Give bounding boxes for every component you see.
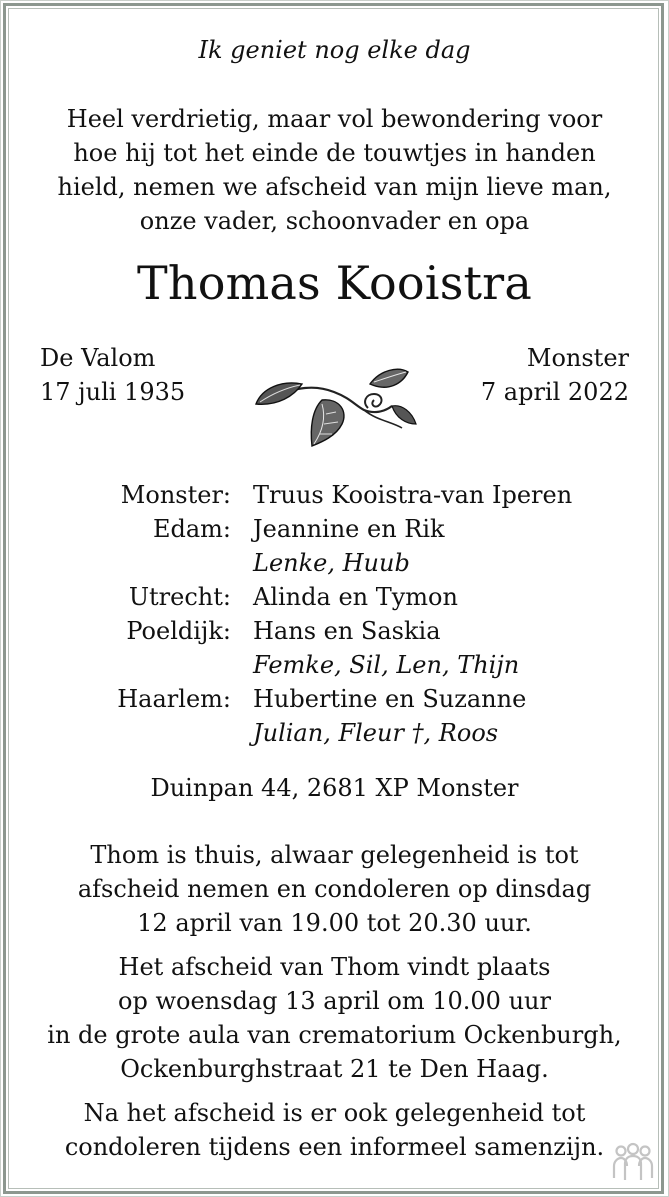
- intro-line: hoe hij tot het einde de touwtjes in handen: [73, 139, 596, 167]
- family-names: Jeannine en Rik: [253, 515, 445, 543]
- gathering-paragraph: [0, 1096, 669, 1164]
- family-names: Alinda en Tymon: [253, 583, 458, 611]
- paragraph-line: 12 april van 19.00 tot 20.30 uur.: [137, 909, 532, 937]
- birth-date: 17 juli 1935: [40, 378, 186, 406]
- family-location: Haarlem:: [117, 685, 231, 713]
- family-names: Hubertine en Suzanne: [253, 685, 527, 713]
- visitation-paragraph: [0, 838, 669, 940]
- family-grandchildren: Lenke, Huub: [253, 549, 410, 577]
- family-names: Truus Kooistra-van Iperen: [253, 481, 573, 509]
- ceremony-paragraph: [0, 950, 669, 1086]
- family-location: Edam:: [152, 515, 231, 543]
- leaf-branch-icon: [252, 362, 418, 448]
- paragraph-line: Na het afscheid is er ook gelegenheid tot: [83, 1099, 586, 1127]
- people-group-icon: [610, 1142, 656, 1182]
- birth-place: De Valom: [40, 344, 156, 372]
- paragraph-line: Het afscheid van Thom vindt plaats: [118, 953, 551, 981]
- paragraph-line: Ockenburghstraat 21 te Den Haag.: [120, 1055, 549, 1083]
- intro-line: Heel verdrietig, maar vol bewondering voor: [66, 105, 603, 133]
- home-address: Duinpan 44, 2681 XP Monster: [150, 774, 519, 802]
- family-location: Poeldijk:: [126, 617, 231, 645]
- paragraph-line: Thom is thuis, alwaar gelegenheid is tot: [90, 841, 579, 869]
- paragraph-line: in de grote aula van crematorium Ockenburgh,: [47, 1021, 622, 1049]
- family-grandchildren: Femke, Sil, Len, Thijn: [253, 651, 520, 679]
- death-date: 7 april 2022: [480, 378, 629, 406]
- intro-line: hield, nemen we afscheid van mijn lieve man,: [57, 173, 612, 201]
- deceased-name: Thomas Kooistra: [136, 256, 532, 310]
- family-location: Monster:: [120, 481, 231, 509]
- paragraph-line: afscheid nemen en condoleren op dinsdag: [77, 875, 592, 903]
- paragraph-line: op woensdag 13 april om 10.00 uur: [118, 987, 551, 1015]
- motto: Ik geniet nog elke dag: [198, 36, 471, 64]
- family-grandchildren: Julian, Fleur †, Roos: [253, 719, 499, 747]
- paragraph-line: condoleren tijdens een informeel samenzijn.: [64, 1133, 605, 1161]
- death-place: Monster: [526, 344, 629, 372]
- death-info: [481, 341, 629, 409]
- intro-line: onze vader, schoonvader en opa: [139, 207, 530, 235]
- family-location: Utrecht:: [128, 583, 231, 611]
- family-names: Hans en Saskia: [253, 617, 441, 645]
- birth-info: [40, 341, 185, 409]
- intro-text: [0, 102, 669, 238]
